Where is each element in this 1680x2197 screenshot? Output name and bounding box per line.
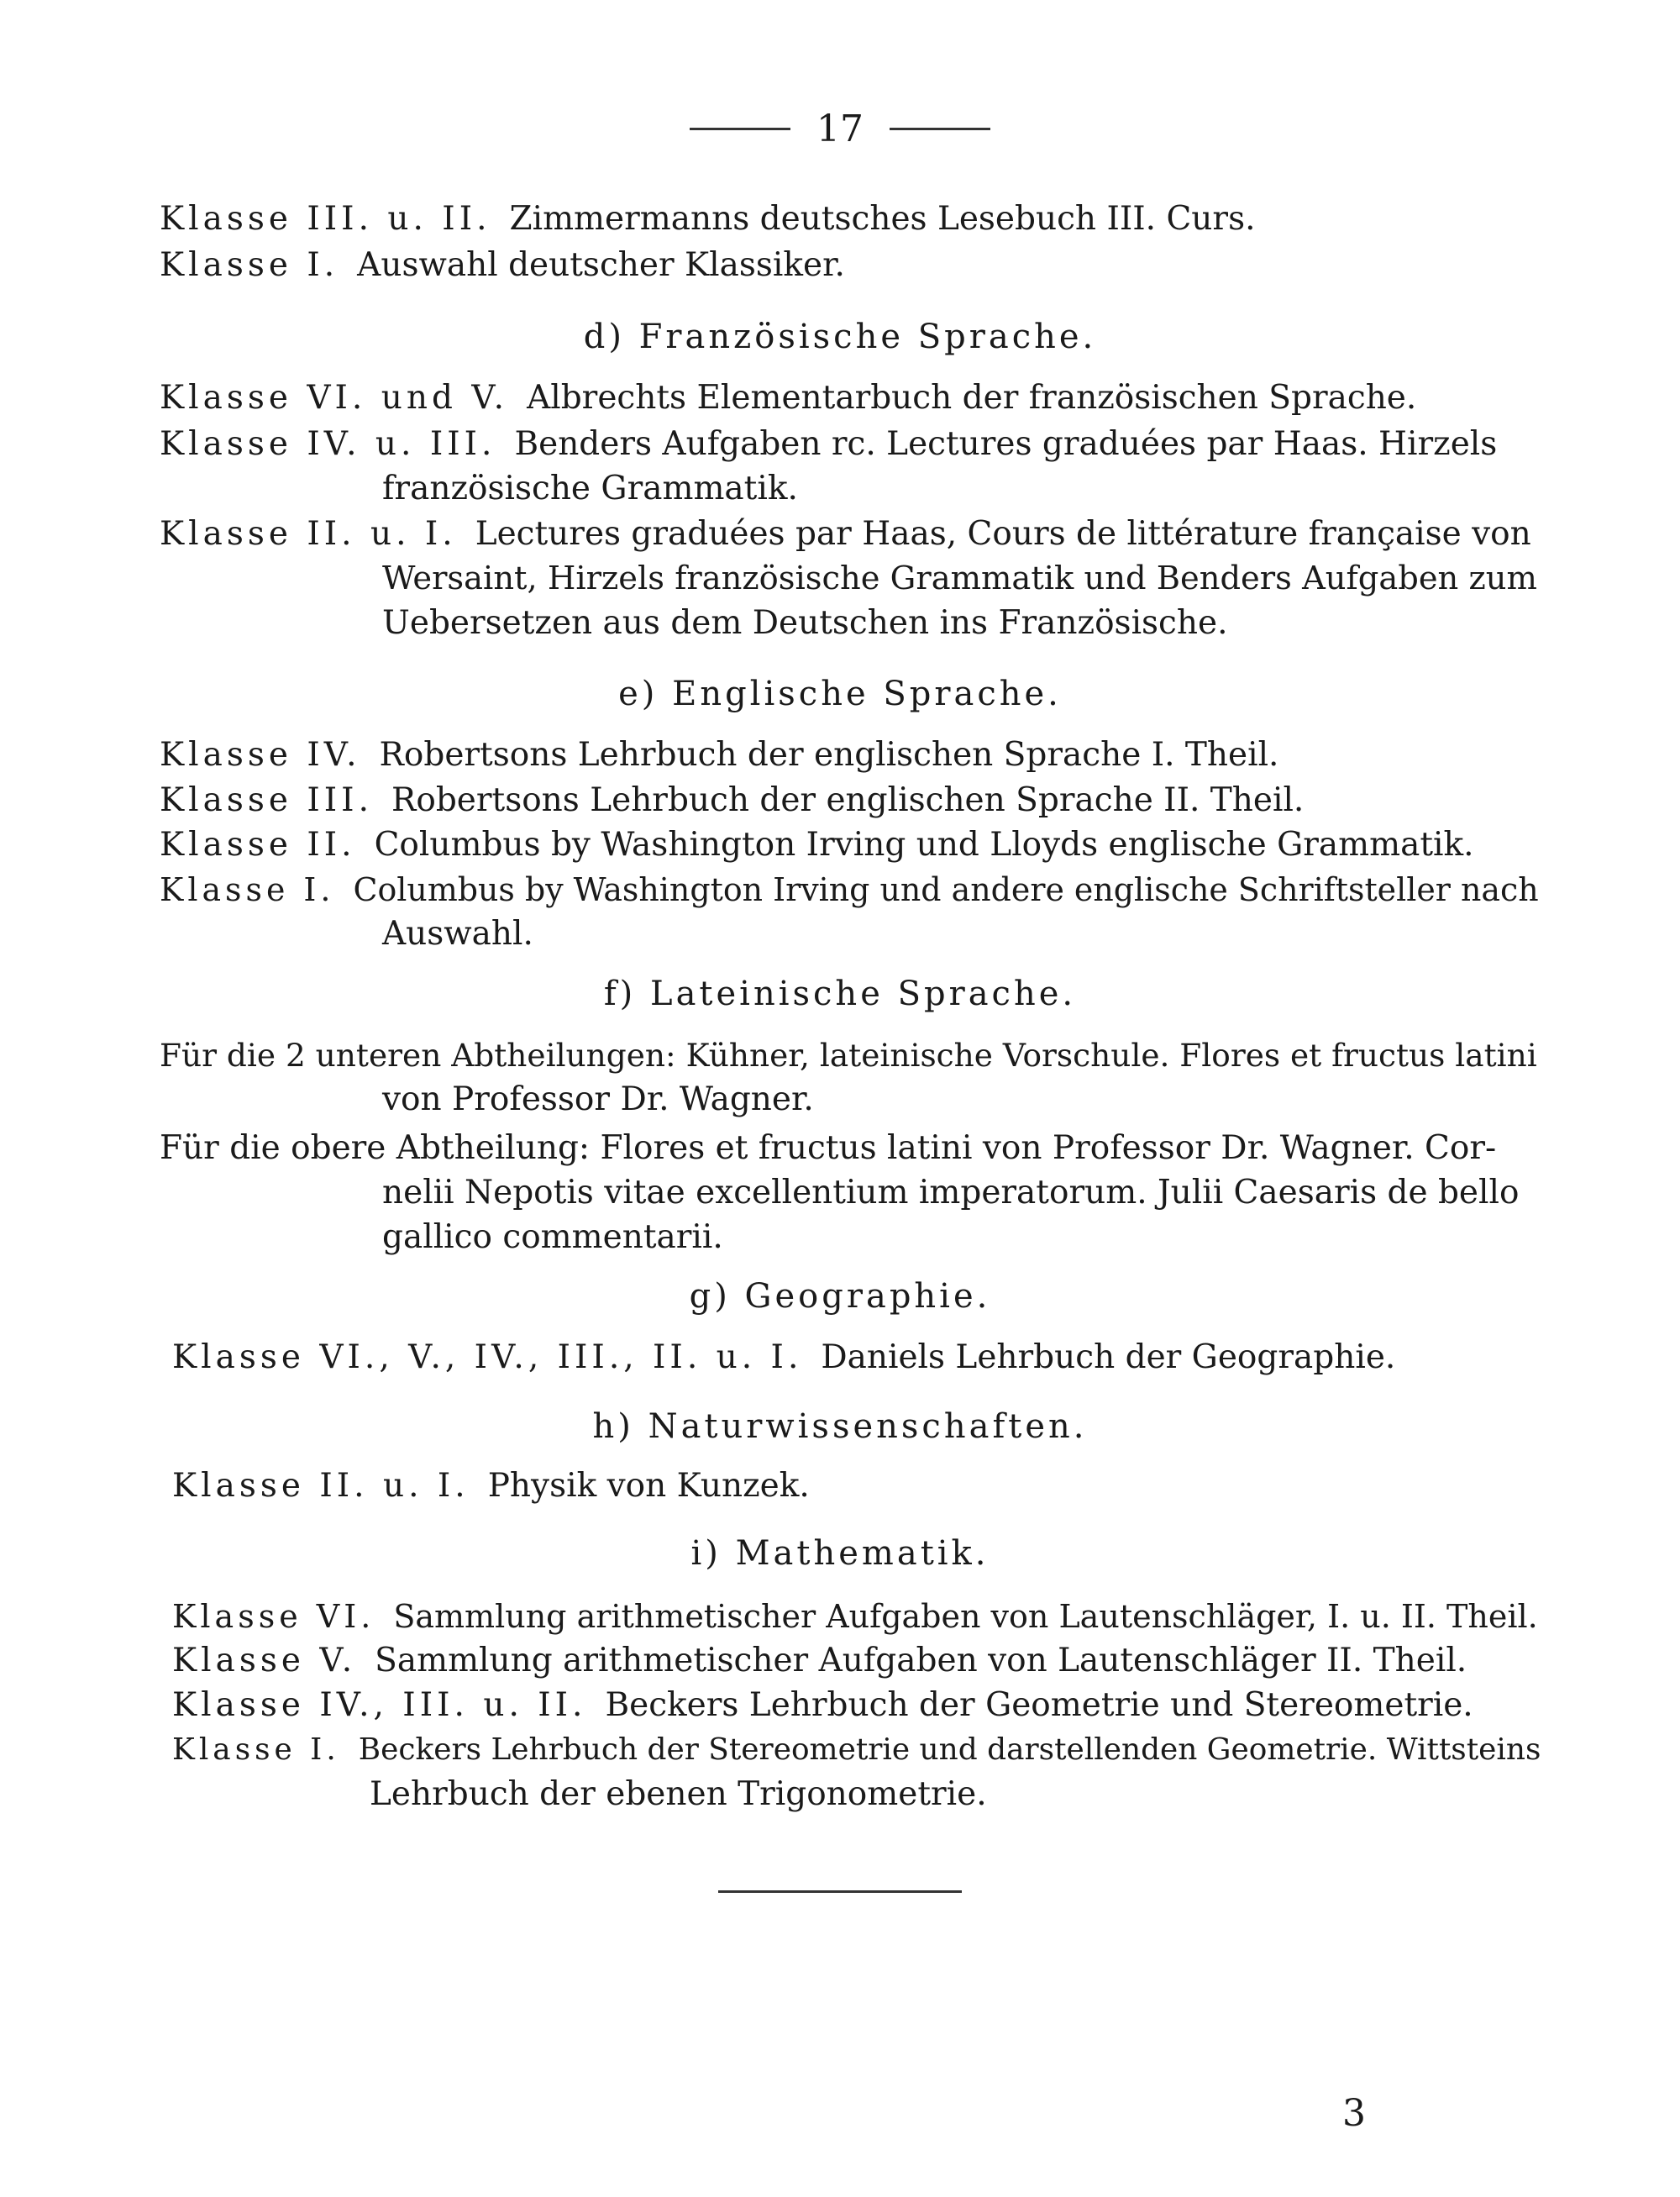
book-text: Wersaint, Hirzels französische Grammatik und Benders Aufgaben zum bbox=[382, 560, 1537, 597]
text-line bbox=[172, 1730, 1541, 1770]
book-text: Zimmermanns deutsches Lesebuch III. Curs. bbox=[509, 200, 1256, 238]
book-text: französische Grammatik. bbox=[382, 470, 798, 507]
class-label: Klasse III. u. II. bbox=[160, 200, 491, 238]
class-label: Klasse IV., III. u. II. bbox=[172, 1686, 587, 1724]
book-text: Columbus by Washington Irving und andere englische Schriftsteller nach bbox=[353, 871, 1539, 908]
book-text: Für die obere Abtheilung: Flores et fructus latini von Professor Dr. Wagner. Cor- bbox=[160, 1129, 1497, 1167]
book-text: Uebersetzen aus dem Deutschen ins Französische. bbox=[382, 604, 1228, 642]
section-heading-latin: f) Lateinische Sprache. bbox=[603, 975, 1077, 1013]
book-text: Albrechts Elementarbuch der französischen Sprache. bbox=[527, 379, 1417, 417]
class-label: Klasse I. bbox=[160, 246, 339, 284]
page-header bbox=[0, 108, 1680, 150]
text-line bbox=[172, 1466, 810, 1506]
class-label: Klasse VI., V., IV., III., II. u. I. bbox=[172, 1338, 803, 1376]
book-text: Daniels Lehrbuch der Geographie. bbox=[821, 1338, 1396, 1376]
section-divider bbox=[718, 1890, 962, 1893]
book-text: Robertsons Lehrbuch der englischen Sprache I. Theil. bbox=[379, 736, 1279, 774]
header-dash-left bbox=[690, 128, 790, 130]
text-line bbox=[160, 378, 1416, 418]
class-label: Klasse IV. bbox=[160, 736, 361, 774]
book-text: Beckers Lehrbuch der Stereometrie und darstellenden Geometrie. Wittsteins bbox=[358, 1732, 1541, 1767]
class-label: Klasse VI. bbox=[172, 1598, 375, 1635]
text-line bbox=[382, 1217, 723, 1258]
class-label: Klasse V. bbox=[172, 1642, 357, 1679]
book-text: Auswahl. bbox=[382, 915, 533, 953]
text-line bbox=[160, 1035, 1537, 1075]
page-number: 17 bbox=[816, 108, 864, 150]
class-label: Klasse I. bbox=[160, 871, 335, 908]
book-text: Beckers Lehrbuch der Geometrie und Stereometrie. bbox=[605, 1686, 1473, 1724]
class-label: Klasse III. bbox=[160, 781, 373, 819]
signature-mark: 3 bbox=[1342, 2092, 1366, 2135]
text-line bbox=[160, 825, 1474, 865]
class-label: Klasse I. bbox=[172, 1732, 340, 1767]
book-text: Auswahl deutscher Klassiker. bbox=[357, 246, 845, 284]
book-text: Lectures graduées par Haas, Cours de littérature française von bbox=[475, 515, 1531, 553]
book-text: Robertsons Lehrbuch der englischen Sprache II. Theil. bbox=[391, 781, 1305, 819]
text-line bbox=[382, 603, 1228, 644]
book-text: Physik von Kunzek. bbox=[487, 1467, 810, 1505]
section-heading-french: d) Französische Sprache. bbox=[583, 318, 1097, 356]
class-label: Klasse II. u. I. bbox=[160, 515, 457, 553]
text-line bbox=[382, 1173, 1519, 1213]
class-label: Klasse II. bbox=[160, 826, 356, 864]
text-line bbox=[160, 735, 1278, 775]
book-text: gallico commentarii. bbox=[382, 1218, 723, 1256]
section-heading-geography: g) Geographie. bbox=[689, 1277, 991, 1316]
section-heading-english: e) Englische Sprache. bbox=[618, 675, 1062, 713]
book-text: Lehrbuch der ebenen Trigonometrie. bbox=[370, 1775, 987, 1813]
text-line bbox=[160, 870, 1539, 910]
text-line bbox=[370, 1774, 987, 1815]
text-line bbox=[382, 469, 798, 509]
text-line bbox=[160, 514, 1531, 555]
section-heading-science: h) Naturwissenschaften. bbox=[592, 1407, 1088, 1446]
text-line bbox=[172, 1596, 1538, 1637]
text-line bbox=[382, 914, 533, 954]
text-line bbox=[172, 1338, 1395, 1378]
text-line bbox=[160, 245, 845, 286]
class-label: Klasse IV. u. III. bbox=[160, 425, 496, 463]
text-line bbox=[160, 1128, 1496, 1169]
header-dash-right bbox=[890, 128, 990, 130]
text-line bbox=[160, 781, 1304, 821]
text-line bbox=[382, 559, 1537, 599]
book-text: nelii Nepotis vitae excellentium imperatorum. Julii Caesaris de bello bbox=[382, 1174, 1520, 1212]
text-line bbox=[382, 1080, 814, 1120]
book-text: Sammlung arithmetischer Aufgaben von Lautenschläger II. Theil. bbox=[375, 1642, 1467, 1679]
book-text: Benders Aufgaben rc. Lectures graduées par Haas. Hirzels bbox=[514, 425, 1498, 463]
text-line bbox=[172, 1641, 1467, 1681]
book-text: Sammlung arithmetischer Aufgaben von Lautenschläger, I. u. II. Theil. bbox=[393, 1598, 1538, 1635]
text-line bbox=[172, 1685, 1473, 1726]
section-heading-math: i) Mathematik. bbox=[690, 1534, 990, 1573]
text-line bbox=[160, 424, 1497, 465]
class-label: Klasse VI. und V. bbox=[160, 379, 509, 417]
book-text: Für die 2 unteren Abtheilungen: Kühner, lateinische Vorschule. Flores et fructus latini bbox=[160, 1037, 1537, 1074]
text-line bbox=[160, 199, 1255, 239]
book-text: Columbus by Washington Irving und Lloyds englische Grammatik. bbox=[374, 826, 1474, 864]
class-label: Klasse II. u. I. bbox=[172, 1467, 470, 1505]
book-text: von Professor Dr. Wagner. bbox=[382, 1080, 814, 1118]
